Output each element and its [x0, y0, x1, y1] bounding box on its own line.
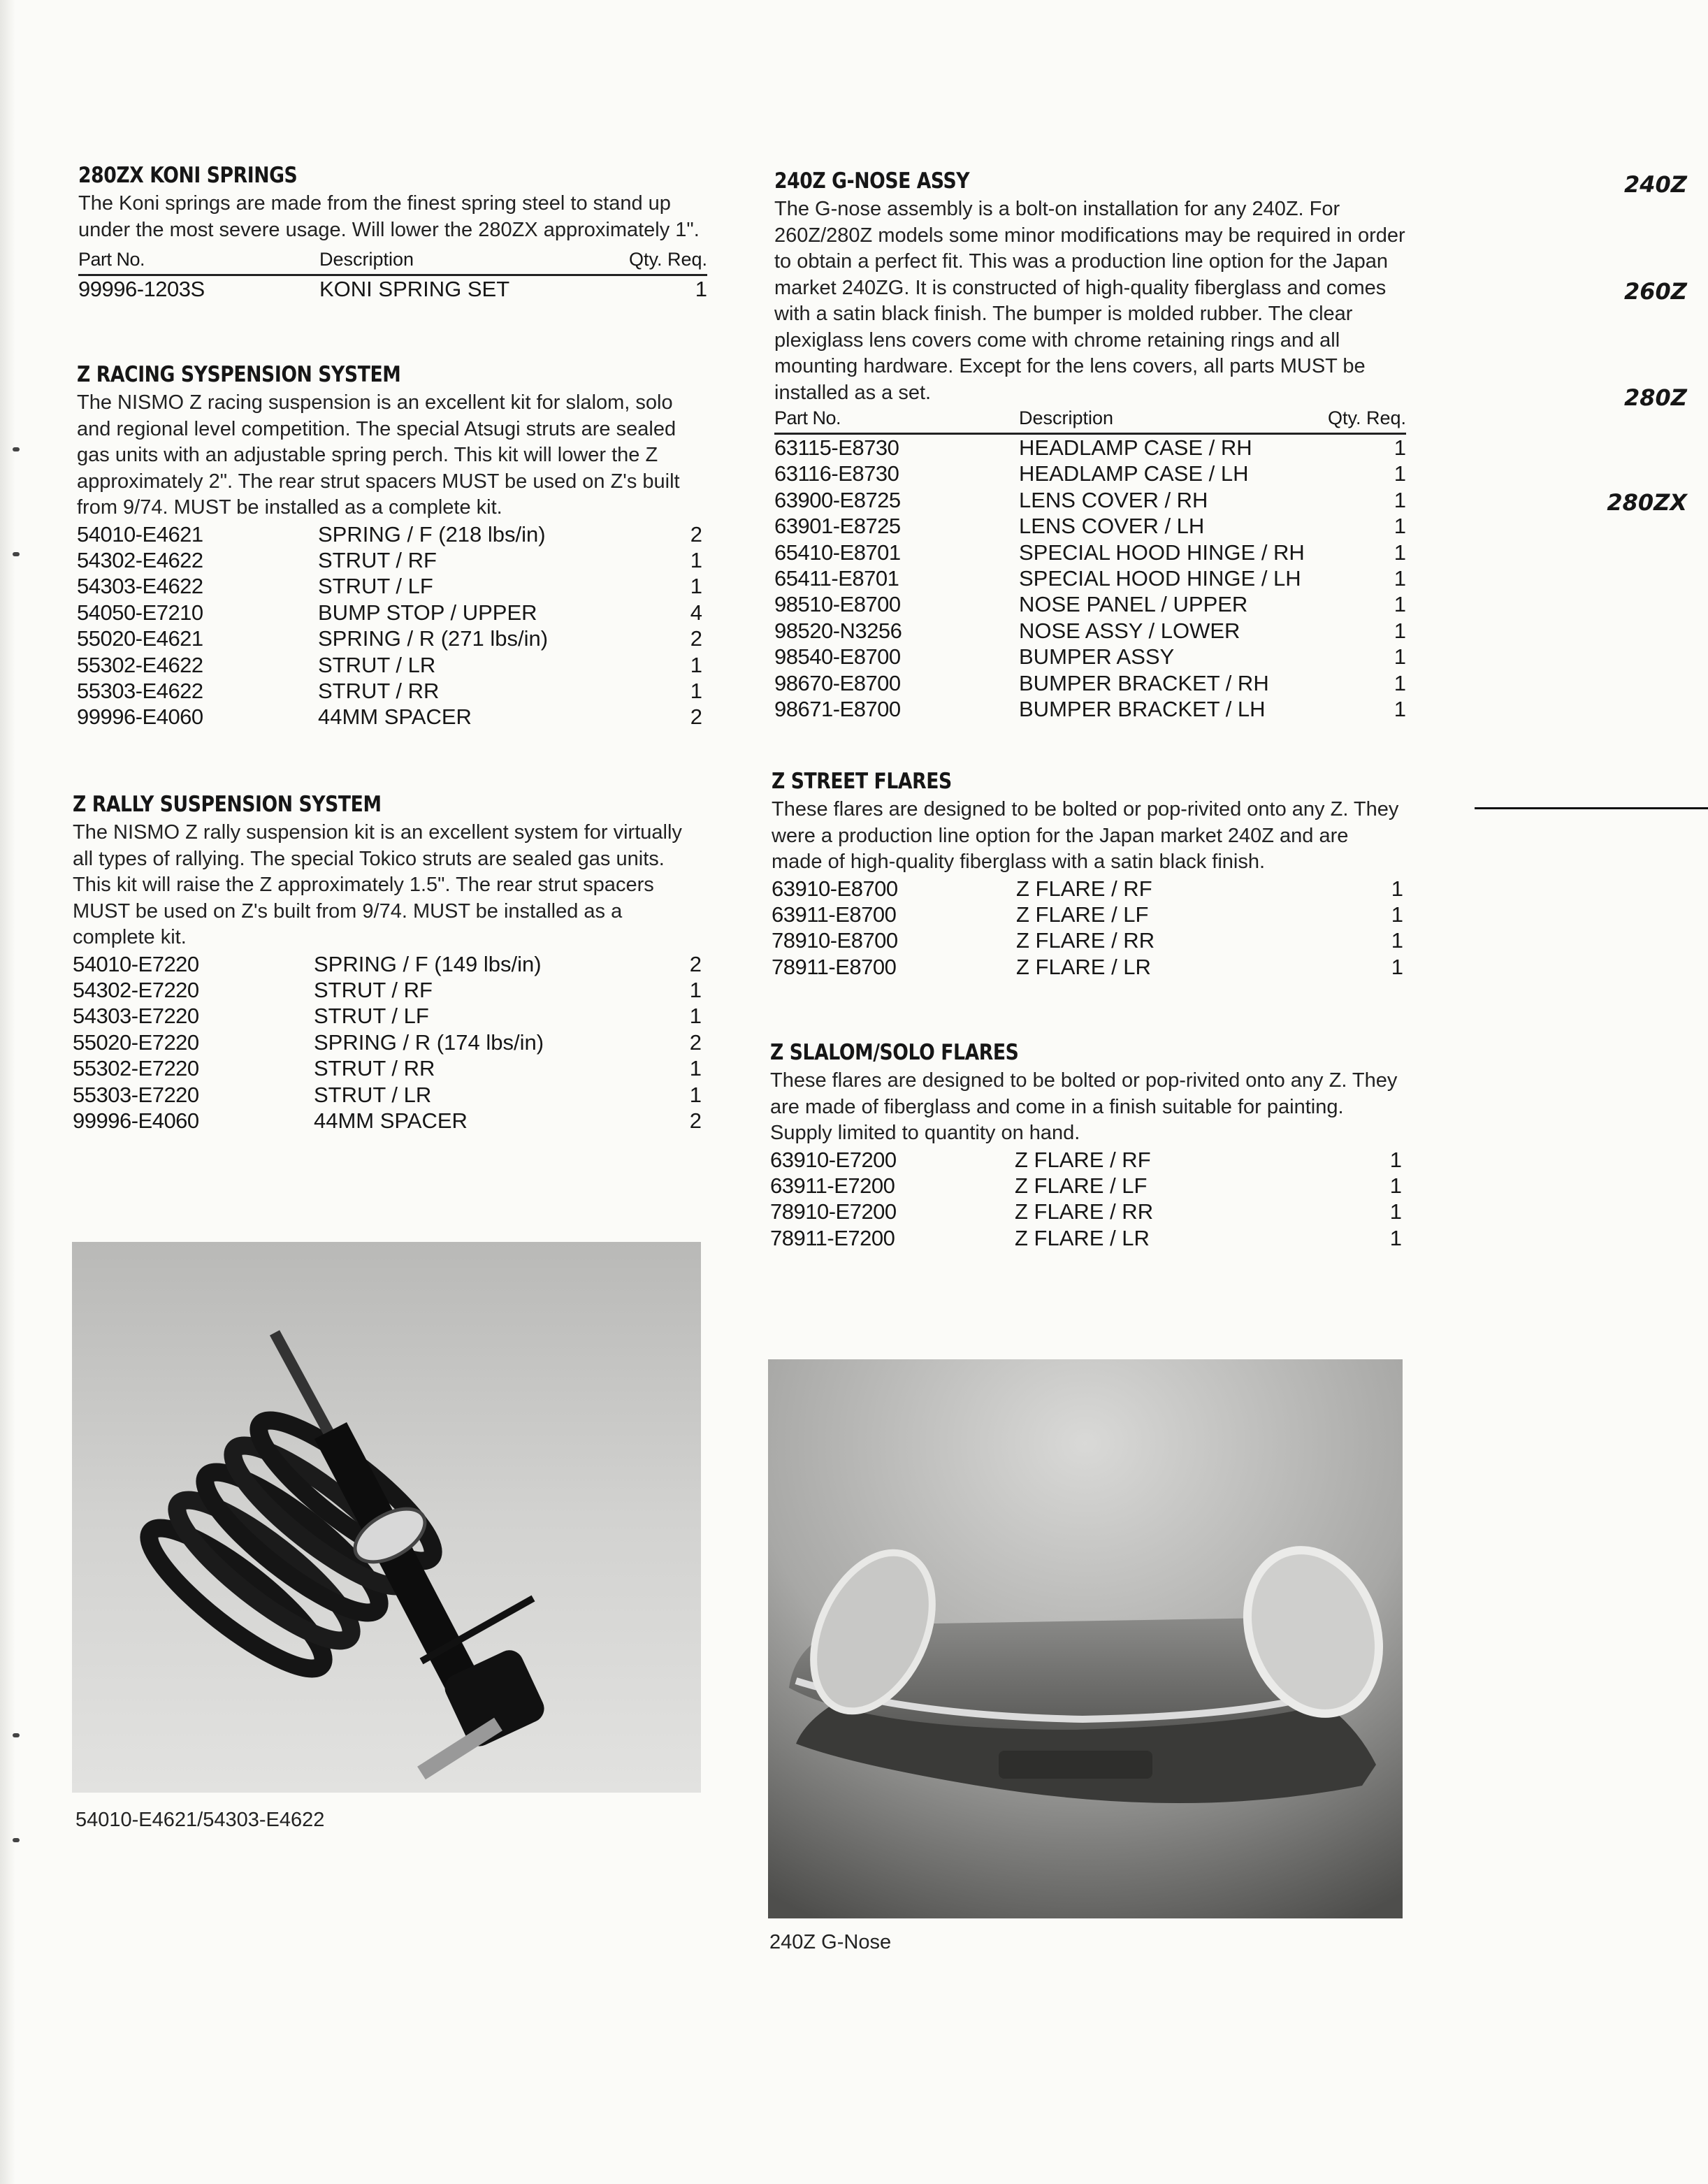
part-number: 99996-E4060	[73, 1108, 199, 1133]
parts-table	[774, 435, 1406, 722]
part-number: 54010-E7220	[73, 951, 199, 976]
table-row	[73, 951, 702, 977]
part-qty: 1	[1394, 514, 1406, 539]
part-number: 65411-E8701	[774, 566, 899, 591]
part-number: 98670-E8700	[774, 670, 901, 695]
part-description: SPRING / R (271 lbs/in)	[318, 626, 549, 651]
part-number: 99996-1203S	[78, 277, 205, 301]
section-title: 240Z G-NOSE ASSY	[774, 168, 970, 194]
part-number: 99996-E4060	[77, 704, 203, 730]
header-description: Description	[1019, 407, 1114, 428]
section-title: Z STREET FLARES	[772, 769, 952, 794]
part-qty: 1	[1391, 902, 1403, 927]
part-number: 98520-N3256	[774, 618, 902, 643]
part-description: SPECIAL HOOD HINGE / LH	[1019, 566, 1301, 591]
part-number: 55020-E4621	[77, 626, 203, 651]
suspension-kit-illustration	[72, 1242, 701, 1793]
binding-mark	[13, 447, 20, 451]
part-number: 55302-E4622	[77, 652, 203, 677]
part-description: NOSE PANEL / UPPER	[1019, 592, 1248, 617]
part-number: 63911-E8700	[772, 902, 897, 927]
part-number: 63910-E7200	[770, 1147, 897, 1172]
parts-table	[78, 276, 707, 302]
part-qty: 2	[689, 1029, 702, 1055]
table-row	[774, 565, 1406, 591]
header-part-no: Part No.	[78, 249, 145, 270]
table-row	[774, 591, 1406, 617]
table-row	[774, 513, 1406, 539]
part-description: 44MM SPACER	[314, 1108, 468, 1133]
g-nose-illustration	[768, 1359, 1403, 1918]
part-number: 98510-E8700	[774, 592, 901, 617]
part-description: STRUT / LF	[318, 574, 433, 599]
table-row	[77, 625, 702, 651]
section-description: These flares are designed to be bolted or pop-rivited onto any Z. They are made of fiberglass and come in a finish suitable for painting. Supply limited to quantity on hand.	[770, 1069, 1398, 1144]
part-description: STRUT / LF	[314, 1004, 429, 1029]
section-racing-suspension	[77, 362, 702, 730]
table-row	[73, 977, 702, 1003]
table-row	[774, 644, 1406, 670]
part-description: STRUT / LR	[314, 1082, 432, 1107]
part-description: Z FLARE / LR	[1015, 1225, 1150, 1250]
table-row	[774, 461, 1406, 486]
table-row	[73, 1082, 702, 1108]
table-row	[770, 1147, 1402, 1173]
part-number: 63910-E8700	[772, 876, 898, 901]
part-description: NOSE ASSY / LOWER	[1019, 618, 1240, 643]
side-tab-240z: 240Z	[1624, 171, 1687, 198]
section-slalom-solo-flares	[770, 1040, 1402, 1251]
part-description: STRUT / RR	[318, 678, 440, 703]
table-header	[78, 247, 707, 276]
part-qty: 1	[689, 977, 702, 1002]
part-description: HEADLAMP CASE / LH	[1019, 461, 1249, 486]
part-number: 54302-E4622	[77, 547, 203, 572]
section-description: The Koni springs are made from the finest spring steel to stand up under the most severe usage. Will lower the 280ZX approximately 1".	[78, 192, 700, 241]
side-divider	[1475, 807, 1708, 809]
part-qty: 1	[1394, 592, 1406, 617]
side-tab-280zx: 280ZX	[1607, 489, 1687, 516]
part-number: 63901-E8725	[774, 514, 901, 539]
part-description: Z FLARE / RF	[1016, 876, 1152, 901]
part-qty: 1	[1394, 461, 1406, 486]
table-row	[73, 1055, 702, 1081]
g-nose-photo	[768, 1359, 1403, 1918]
part-number: 63900-E8725	[774, 487, 901, 512]
suspension-photo-caption: 54010-E4621/54303-E4622	[75, 1809, 325, 1831]
part-description: BUMPER BRACKET / RH	[1019, 670, 1269, 695]
part-qty: 1	[1389, 1225, 1402, 1250]
part-number: 63115-E8730	[774, 435, 899, 460]
header-qty: Qty. Req.	[1327, 407, 1406, 428]
table-row	[772, 927, 1403, 953]
table-row	[774, 487, 1406, 513]
part-qty: 2	[690, 626, 702, 651]
part-number: 54050-E7210	[77, 600, 203, 625]
part-qty: 1	[689, 1056, 702, 1081]
part-qty: 1	[1394, 487, 1406, 512]
table-row	[772, 954, 1403, 980]
part-number: 63116-E8730	[774, 461, 899, 486]
parts-table	[73, 951, 702, 1134]
part-qty: 1	[1394, 435, 1406, 460]
part-number: 54302-E7220	[73, 977, 199, 1002]
part-description: STRUT / RF	[314, 977, 433, 1002]
section-title: Z SLALOM/SOLO FLARES	[770, 1040, 1019, 1065]
g-nose-photo-caption: 240Z G-Nose	[769, 1931, 892, 1953]
part-number: 78911-E8700	[772, 954, 897, 979]
part-qty: 2	[689, 1108, 702, 1133]
section-title: 280ZX KONI SPRINGS	[78, 163, 298, 188]
page-binding-edge	[0, 0, 15, 2184]
part-number: 55302-E7220	[73, 1056, 199, 1081]
part-description: STRUT / LR	[318, 652, 436, 677]
parts-table	[770, 1147, 1402, 1252]
table-row	[772, 876, 1403, 902]
part-description: Z FLARE / LF	[1016, 902, 1149, 927]
part-description: SPRING / R (174 lbs/in)	[314, 1029, 544, 1055]
part-number: 78910-E8700	[772, 928, 898, 953]
part-number: 55303-E4622	[77, 678, 203, 703]
table-row	[774, 540, 1406, 565]
parts-table	[772, 876, 1403, 981]
part-qty: 1	[1391, 928, 1403, 953]
part-qty: 1	[689, 1082, 702, 1107]
part-description: SPECIAL HOOD HINGE / RH	[1019, 540, 1305, 565]
table-row	[73, 1108, 702, 1134]
part-description: 44MM SPACER	[318, 704, 472, 730]
parts-table	[77, 521, 702, 730]
side-tab-280z: 280Z	[1624, 384, 1687, 411]
part-qty: 1	[1391, 954, 1403, 979]
table-row	[77, 704, 702, 730]
part-description: LENS COVER / RH	[1019, 487, 1208, 512]
part-number: 55303-E7220	[73, 1082, 199, 1107]
side-tab-260z: 260Z	[1624, 278, 1687, 305]
part-number: 63911-E7200	[770, 1173, 895, 1198]
part-number: 78911-E7200	[770, 1225, 895, 1250]
table-row	[77, 573, 702, 599]
part-qty: 1	[1394, 697, 1406, 722]
table-header	[774, 406, 1406, 435]
part-qty: 1	[690, 547, 702, 572]
part-qty: 1	[1391, 876, 1403, 901]
table-row	[774, 670, 1406, 696]
part-number: 54010-E4621	[77, 521, 203, 547]
part-qty: 1	[690, 574, 702, 599]
suspension-kit-photo	[72, 1242, 701, 1793]
table-row	[73, 1029, 702, 1055]
part-qty: 1	[1394, 618, 1406, 643]
part-qty: 1	[1394, 566, 1406, 591]
part-qty: 1	[689, 1004, 702, 1029]
part-number: 65410-E8701	[774, 540, 901, 565]
part-description: STRUT / RF	[318, 547, 437, 572]
table-row	[77, 600, 702, 625]
part-number: 54303-E4622	[77, 574, 203, 599]
part-description: SPRING / F (218 lbs/in)	[318, 521, 546, 547]
table-row	[77, 678, 702, 704]
part-qty: 1	[690, 678, 702, 703]
part-description: BUMPER ASSY	[1019, 644, 1175, 670]
part-description: SPRING / F (149 lbs/in)	[314, 951, 542, 976]
section-description: The G-nose assembly is a bolt-on installation for any 240Z. For 260Z/280Z models some minor modifications may be required in order to obtain a perfect fit. This was a production line option for the Japan market 240ZG. It is constructed of high-quality fiberglass and comes with a satin black finish. The bumper is molded rubber. The clear plexiglass lens covers come with chrome retaining rings and all mounting hardware. Except for the lens covers, all parts MUST be installed as a set.	[774, 198, 1405, 404]
part-qty: 4	[690, 600, 702, 625]
section-description: These flares are designed to be bolted or pop-rivited onto any Z. They were a production line option for the Japan market 240Z and are made of high-quality fiberglass with a satin black finish.	[772, 798, 1399, 873]
section-description: The NISMO Z rally suspension kit is an excellent system for virtually all types of rallying. The special Tokico struts are sealed gas units. This kit will raise the Z approximately 1.5". The rear strut spacers MUST be used on Z's built from 9/74. MUST be installed as a complete kit.	[73, 821, 682, 948]
part-qty: 1	[1394, 644, 1406, 670]
header-description: Description	[319, 249, 414, 270]
table-row	[774, 618, 1406, 644]
section-title: Z RACING SYSPENSION SYSTEM	[77, 362, 401, 387]
table-row	[77, 521, 702, 547]
table-row	[77, 652, 702, 678]
table-row	[78, 276, 707, 302]
part-description: Z FLARE / LF	[1015, 1173, 1148, 1198]
part-description: LENS COVER / LH	[1019, 514, 1205, 539]
part-qty: 2	[690, 704, 702, 730]
section-street-flares	[772, 769, 1403, 980]
part-qty: 1	[1389, 1199, 1402, 1224]
part-number: 55020-E7220	[73, 1029, 199, 1055]
table-row	[772, 902, 1403, 927]
table-row	[770, 1225, 1402, 1251]
part-qty: 1	[690, 652, 702, 677]
part-description: BUMP STOP / UPPER	[318, 600, 537, 625]
table-row	[774, 696, 1406, 722]
part-description: STRUT / RR	[314, 1056, 435, 1081]
table-row	[73, 1003, 702, 1029]
section-g-nose-assy	[774, 168, 1406, 722]
part-qty: 1	[1389, 1147, 1402, 1172]
part-number: 98671-E8700	[774, 697, 901, 722]
part-number: 54303-E7220	[73, 1004, 199, 1029]
part-description: Z FLARE / RR	[1016, 928, 1155, 953]
part-number: 98540-E8700	[774, 644, 901, 670]
part-number: 78910-E7200	[770, 1199, 897, 1224]
part-description: HEADLAMP CASE / RH	[1019, 435, 1252, 460]
part-description: Z FLARE / LR	[1016, 954, 1151, 979]
part-description: Z FLARE / RR	[1015, 1199, 1154, 1224]
table-row	[770, 1199, 1402, 1224]
section-title: Z RALLY SUSPENSION SYSTEM	[73, 792, 382, 817]
part-qty: 2	[689, 951, 702, 976]
section-rally-suspension	[73, 792, 702, 1134]
part-qty: 1	[695, 277, 707, 301]
table-row	[770, 1173, 1402, 1199]
table-row	[77, 547, 702, 573]
table-row	[774, 435, 1406, 461]
part-description: BUMPER BRACKET / LH	[1019, 697, 1266, 722]
part-qty: 1	[1389, 1173, 1402, 1198]
section-description: The NISMO Z racing suspension is an excellent kit for slalom, solo and regional level competition. The special Atsugi struts are sealed gas units with an adjustable spring perch. This kit will lower the Z approximately 2". The rear strut spacers MUST be used on Z's built from 9/74. MUST be installed as a complete kit.	[77, 391, 680, 519]
header-part-no: Part No.	[774, 407, 841, 428]
part-description: KONI SPRING SET	[319, 277, 510, 301]
binding-mark	[13, 1838, 20, 1842]
section-koni-springs	[78, 163, 707, 302]
binding-mark	[13, 552, 20, 556]
part-qty: 2	[690, 521, 702, 547]
part-description: Z FLARE / RF	[1015, 1147, 1151, 1172]
header-qty: Qty. Req.	[628, 249, 707, 270]
part-qty: 1	[1394, 540, 1406, 565]
binding-mark	[13, 1733, 20, 1737]
part-qty: 1	[1394, 670, 1406, 695]
